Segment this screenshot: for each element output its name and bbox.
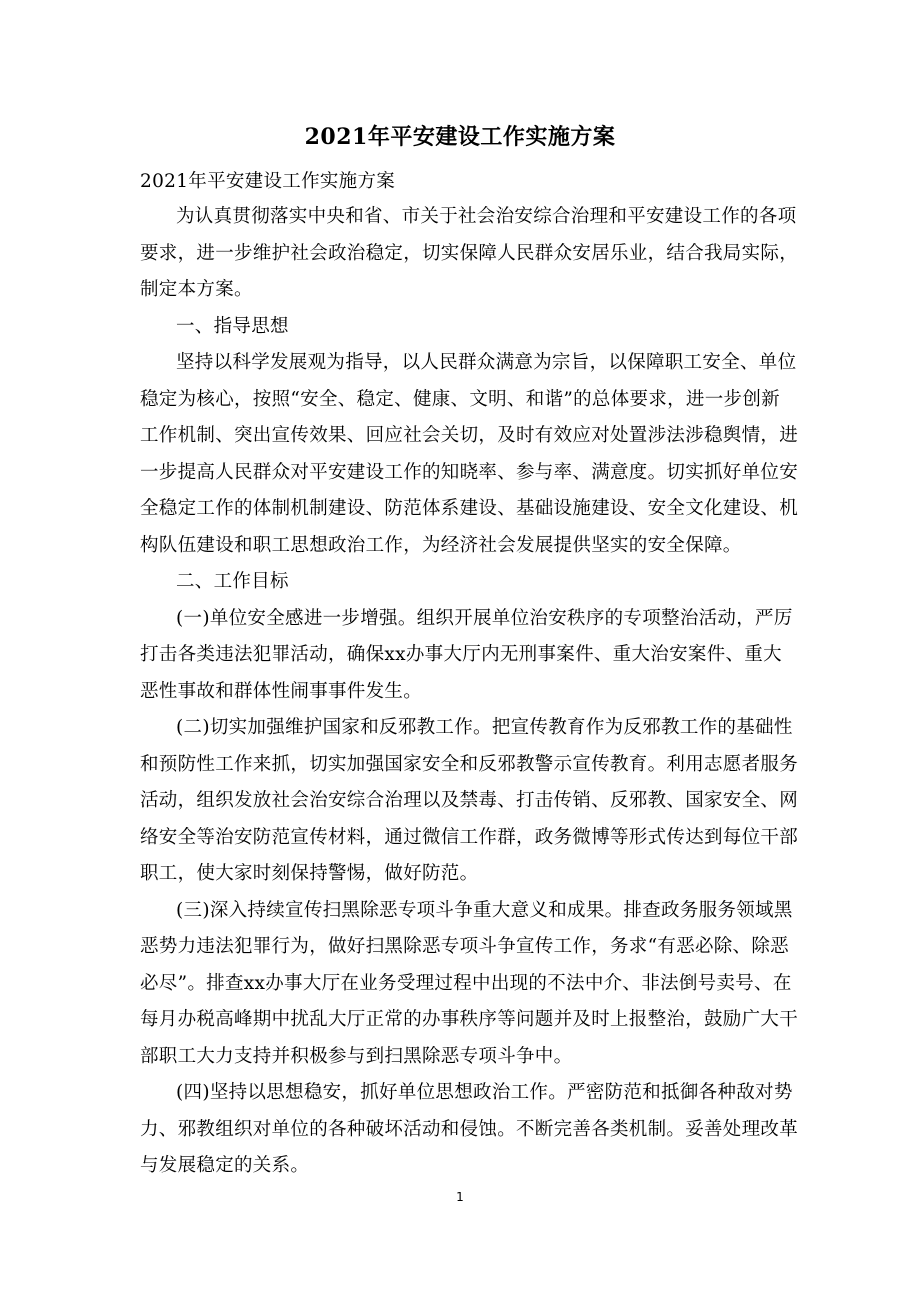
text-line: 一步提高人民群众对平安建设工作的知晓率、参与率、满意度。切实抓好单位安: [140, 462, 799, 483]
text-line: 制定本方案。: [140, 279, 253, 300]
text-line: 稳定为核心，按照“安全、稳定、健康、文明、和谐”的总体要求，进一步创新: [140, 389, 780, 410]
text-line: 为认真贯彻落实中央和省、市关于社会治安综合治理和平安建设工作的各项: [176, 206, 797, 227]
text-line: 活动，组织发放社会治安综合治理以及禁毒、打击传销、反邪教、国家安全、网: [140, 790, 799, 811]
text-line: 每月办税高峰期中扰乱大厅正常的办事秩序等问题并及时上报整治，鼓励广大干: [140, 1009, 799, 1030]
text-line: 打击各类违法犯罪活动，确保xx办事大厅内无刑事案件、重大治安案件、重大: [140, 644, 782, 665]
text-line: (三)深入持续宣传扫黑除恶专项斗争重大意义和成果。排查政务服务领域黑: [176, 900, 793, 921]
section-heading: 二、工作目标: [176, 571, 289, 592]
document-title: 2021年平安建设工作实施方案: [304, 124, 616, 150]
text-line: 部职工大力支持并积极参与到扫黑除恶专项斗争中。: [140, 1046, 573, 1067]
text-line: 职工，使大家时刻保持警惕，做好防范。: [140, 863, 479, 884]
text-line: 构队伍建设和职工思想政治工作，为经济社会发展提供坚实的安全保障。: [140, 535, 742, 556]
text-line: (四)坚持以思想稳安，抓好单位思想政治工作。严密防范和抵御各种敌对势: [176, 1082, 793, 1103]
text-line: 要求，进一步维护社会政治稳定，切实保障人民群众安居乐业，结合我局实际，: [140, 243, 799, 264]
section-heading: 一、指导思想: [176, 316, 289, 337]
text-line: 恶势力违法犯罪行为，做好扫黑除恶专项斗争宣传工作，务求“有恶必除、除恶: [140, 936, 789, 957]
text-line: 全稳定工作的体制机制建设、防范体系建设、基础设施建设、安全文化建设、机: [140, 498, 799, 519]
text-line: 与发展稳定的关系。: [140, 1155, 310, 1176]
text-line: (一)单位安全感进一步增强。组织开展单位治安秩序的专项整治活动，严厉: [176, 608, 793, 629]
text-line: 力、邪教组织对单位的各种破坏活动和侵蚀。不断完善各类机制。妥善处理改革: [140, 1119, 799, 1140]
text-line: (二)切实加强维护国家和反邪教工作。把宣传教育作为反邪教工作的基础性: [176, 717, 793, 738]
text-line: 必尽”。排查xx办事大厅在业务受理过程中出现的不法中介、非法倒号卖号、在: [140, 973, 792, 994]
text-line: 工作机制、突出宣传效果、回应社会关切，及时有效应对处置涉法涉稳舆情，进: [140, 425, 799, 446]
text-line: 坚持以科学发展观为指导，以人民群众满意为宗旨，以保障职工安全、单位: [176, 352, 797, 373]
document-subtitle: 2021年平安建设工作实施方案: [140, 171, 396, 192]
text-line: 和预防性工作来抓，切实加强国家安全和反邪教警示宣传教育。利用志愿者服务: [140, 754, 799, 775]
page-number: 1: [456, 1190, 464, 1204]
text-line: 恶性事故和群体性闹事事件发生。: [140, 681, 423, 702]
text-line: 络安全等治安防范宣传材料，通过微信工作群，政务微博等形式传达到每位干部: [140, 827, 799, 848]
